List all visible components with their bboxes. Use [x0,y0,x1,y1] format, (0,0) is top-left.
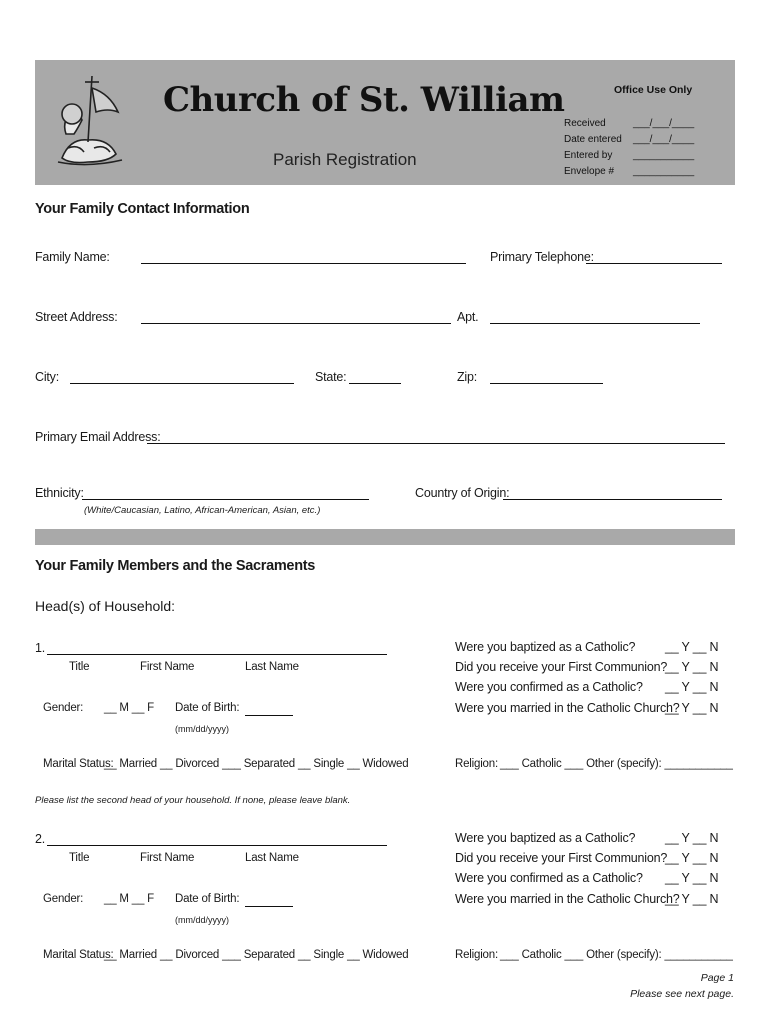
country-field[interactable] [503,499,722,500]
person-1-gender-options[interactable]: __ M __ F [104,702,154,714]
person-1-baptized-yn[interactable]: __ Y __ N [665,640,719,654]
zip-field[interactable] [490,383,603,384]
person-2-married-yn[interactable]: __ Y __ N [665,892,719,906]
next-page-note: Please see next page. [630,988,734,1000]
lamb-emblem-icon [48,68,128,172]
state-label: State: [315,370,347,384]
family-name-label: Family Name: [35,250,110,264]
person-2-marital-label: Marital Status: [43,949,114,961]
second-head-note: Please list the second head of your household. If none, please leave blank. [35,795,351,806]
email-label: Primary Email Address: [35,430,161,444]
person-2-religion-label: Religion: [455,949,498,961]
person-1-communion-yn[interactable]: __ Y __ N [665,660,719,674]
primary-phone-label: Primary Telephone: [490,250,594,264]
person-1-marital-options[interactable]: __ Married __ Divorced ___ Separated __ Single __ Widowed [104,758,409,770]
office-date-entered-field[interactable]: ___/___/____ [633,134,695,145]
heads-of-household-label: Head(s) of Household: [35,598,176,614]
office-envelope-label: Envelope # [564,166,615,177]
section-divider [35,529,735,545]
person-2-dob-field[interactable] [245,906,293,907]
ethnicity-label: Ethnicity: [35,486,84,500]
person-1-dob-format: (mm/dd/yyyy) [175,724,229,734]
apt-label: Apt. [457,310,479,324]
person-1-confirmed-question: Were you confirmed as a Catholic? [455,680,643,694]
person-1-baptized-question: Were you baptized as a Catholic? [455,640,636,654]
person-1-religion-options[interactable]: ___ Catholic ___ Other (specify): ___________ [500,758,733,770]
person-2-confirmed-yn[interactable]: __ Y __ N [665,871,719,885]
state-field[interactable] [349,383,401,384]
person-1-name-field[interactable] [47,654,387,655]
person-1-married-question: Were you married in the Catholic Church? [455,701,680,715]
person-1-first-name-label: First Name [140,661,195,673]
person-1-married-yn[interactable]: __ Y __ N [665,701,719,715]
office-date-entered-label: Date entered [564,134,622,145]
contact-heading: Your Family Contact Information [35,201,250,217]
person-1-marital-label: Marital Status: [43,758,114,770]
members-heading: Your Family Members and the Sacraments [35,558,316,574]
person-2-baptized-yn[interactable]: __ Y __ N [665,831,719,845]
ethnicity-field[interactable] [82,499,369,500]
office-entered-by-field[interactable]: ___________ [633,150,695,161]
person-2-title-label: Title [69,852,90,864]
person-2-last-name-label: Last Name [245,852,299,864]
office-entered-by-label: Entered by [564,150,613,161]
city-label: City: [35,370,60,384]
person-2-communion-question: Did you receive your First Communion? [455,851,668,865]
person-1-number: 1. [35,641,46,655]
person-2-first-name-label: First Name [140,852,195,864]
person-1-dob-field[interactable] [245,715,293,716]
page-number: Page 1 [700,972,734,984]
person-2-number: 2. [35,832,46,846]
person-1-confirmed-yn[interactable]: __ Y __ N [665,680,719,694]
person-1-dob-label: Date of Birth: [175,702,240,714]
zip-label: Zip: [457,370,478,384]
street-address-field[interactable] [141,323,451,324]
person-2-gender-options[interactable]: __ M __ F [104,893,154,905]
street-address-label: Street Address: [35,310,118,324]
person-1-religion-label: Religion: [455,758,498,770]
office-envelope-field[interactable]: ___________ [633,166,695,177]
city-field[interactable] [70,383,294,384]
country-label: Country of Origin: [415,486,510,500]
church-title: Church of St. William [163,80,565,120]
person-2-married-question: Were you married in the Catholic Church? [455,892,680,906]
primary-phone-field[interactable] [586,263,722,264]
office-use-title: Office Use Only [614,84,693,96]
person-2-dob-format: (mm/dd/yyyy) [175,915,229,925]
person-2-name-field[interactable] [47,845,387,846]
person-2-religion-options[interactable]: ___ Catholic ___ Other (specify): ___________ [500,949,733,961]
person-1-last-name-label: Last Name [245,661,299,673]
person-1-gender-label: Gender: [43,702,84,714]
person-2-gender-label: Gender: [43,893,84,905]
apt-field[interactable] [490,323,700,324]
ethnicity-hint: (White/Caucasian, Latino, African-American, Asian, etc.) [84,505,321,516]
email-field[interactable] [147,443,725,444]
person-2-confirmed-question: Were you confirmed as a Catholic? [455,871,643,885]
person-2-baptized-question: Were you baptized as a Catholic? [455,831,636,845]
family-name-field[interactable] [141,263,466,264]
person-1-title-label: Title [69,661,90,673]
person-2-marital-options[interactable]: __ Married __ Divorced ___ Separated __ Single __ Widowed [104,949,409,961]
form-subtitle: Parish Registration [273,150,417,169]
person-2-dob-label: Date of Birth: [175,893,240,905]
office-received-label: Received [564,118,606,129]
person-1-communion-question: Did you receive your First Communion? [455,660,668,674]
office-received-field[interactable]: ___/___/____ [633,118,695,129]
person-2-communion-yn[interactable]: __ Y __ N [665,851,719,865]
